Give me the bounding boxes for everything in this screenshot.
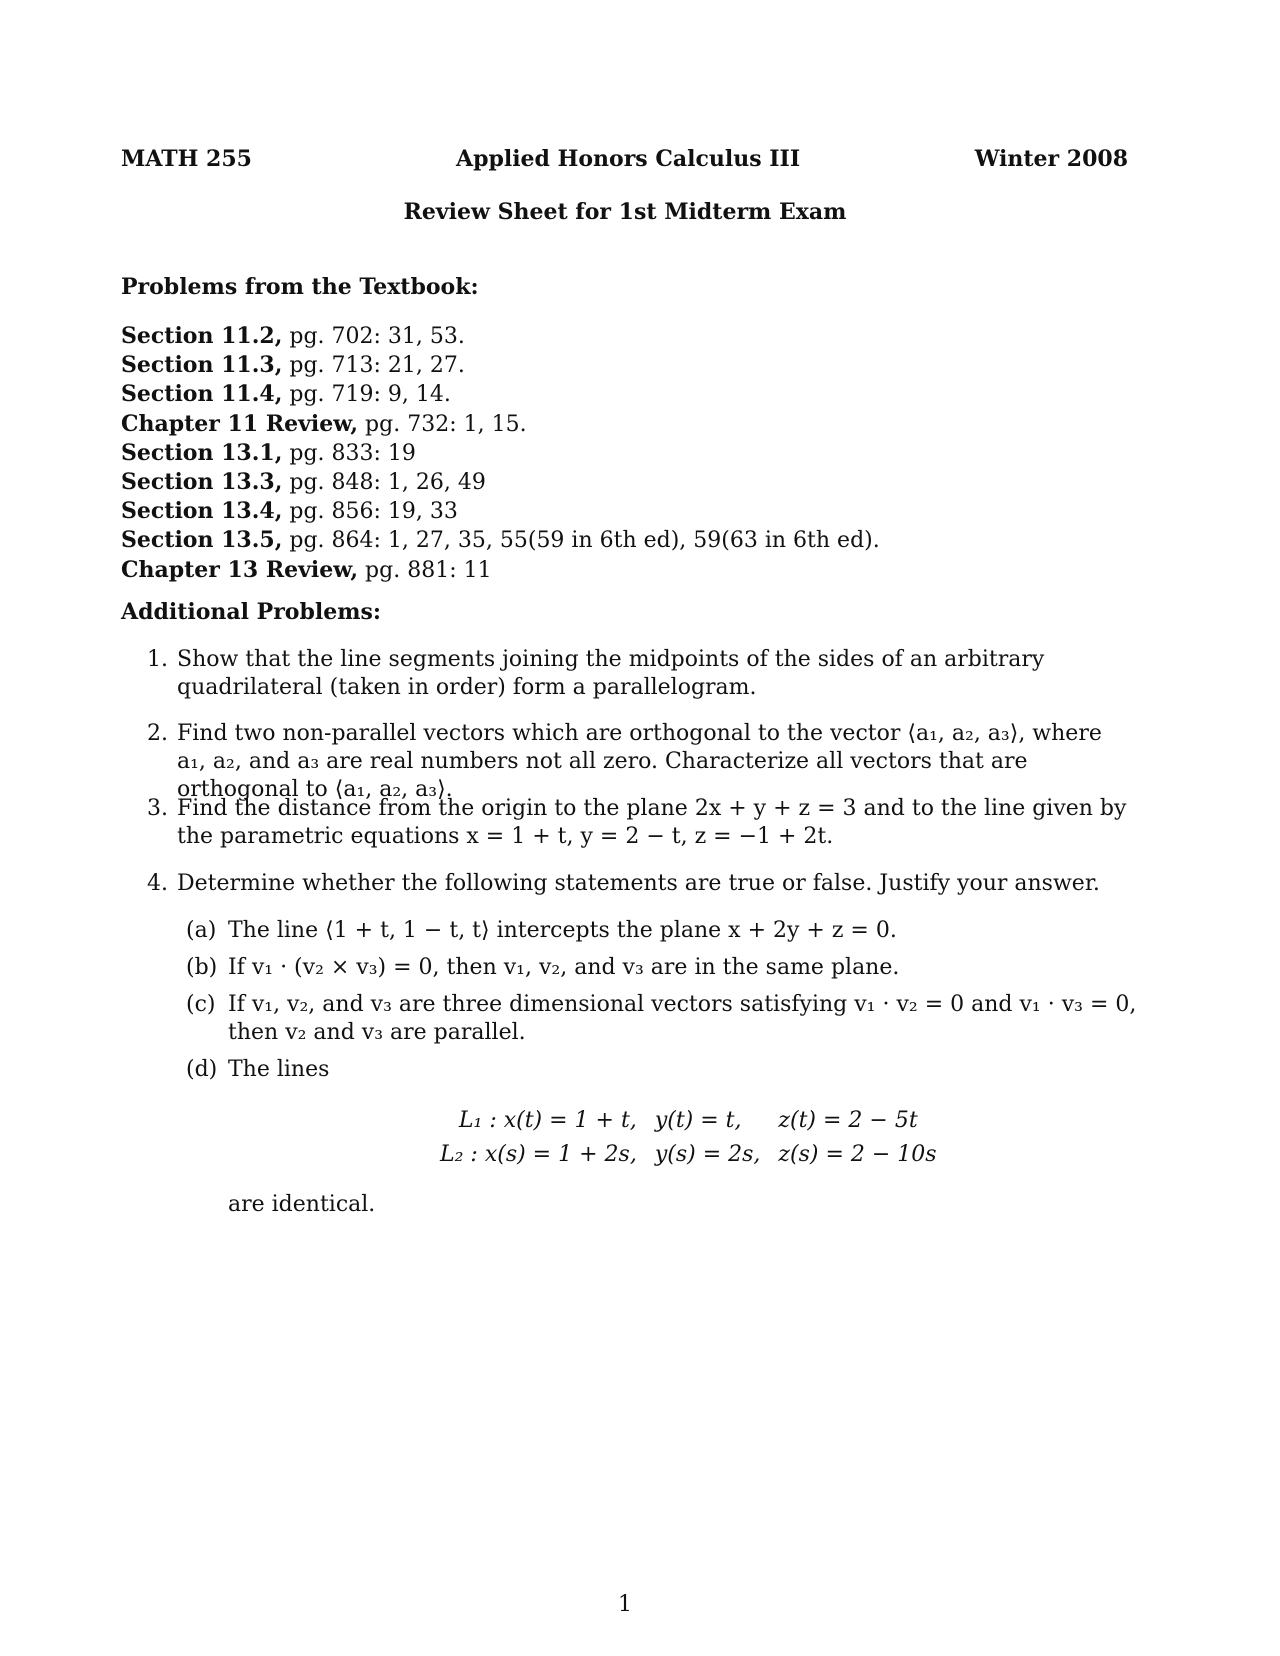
problem-number: 2. — [147, 721, 168, 746]
problem-2 — [147, 720, 1137, 804]
problem-number: 4. — [147, 871, 168, 896]
subproblem-label: (a) — [186, 918, 217, 943]
subproblem-b — [186, 954, 1146, 982]
list-item — [121, 526, 880, 555]
term: Winter 2008 — [974, 146, 1128, 172]
eq-x: L₂ : x(s) = 1 + 2s, — [440, 1142, 637, 1167]
page-problems: pg. 848: 1, 26, 49 — [282, 470, 486, 496]
eq-z: z(t) = 2 − 5t — [778, 1108, 918, 1133]
page-problems: pg. 864: 1, 27, 35, 55(59 in 6th ed), 59(63 in 6th ed). — [282, 528, 880, 554]
course-title: Applied Honors Calculus III — [456, 146, 801, 172]
list-item — [121, 380, 880, 409]
problem-1 — [147, 646, 1137, 702]
subproblem-label: (d) — [186, 1057, 218, 1082]
list-item — [121, 410, 880, 439]
problem-text: Determine whether the following statements are true or false. Justify your answer. — [177, 871, 1100, 896]
section-ref: Section 11.3, — [121, 352, 283, 379]
subproblem-label: (c) — [186, 992, 216, 1017]
subproblem-c — [186, 991, 1146, 1047]
subproblem-label: (b) — [186, 955, 218, 980]
eq-x: L₁ : x(t) = 1 + t, — [458, 1108, 637, 1133]
list-item — [121, 351, 880, 380]
page-problems: pg. 719: 9, 14. — [282, 382, 451, 408]
list-item — [121, 322, 880, 351]
course-code: MATH 255 — [121, 146, 252, 172]
textbook-heading: Problems from the Textbook: — [121, 274, 479, 300]
list-item — [121, 556, 880, 585]
eq-y: y(t) = t, — [654, 1108, 742, 1133]
list-item — [121, 497, 880, 526]
page-problems: pg. 713: 21, 27. — [282, 353, 465, 379]
line-equations — [440, 1104, 947, 1172]
eq-y: y(s) = 2s, — [654, 1142, 761, 1167]
page-problems: pg. 732: 1, 15. — [358, 411, 527, 437]
textbook-problem-list — [121, 322, 880, 585]
subproblem-text: If v₁, v₂, and v₃ are three dimensional vectors satisfying v₁ · v₂ = 0 and v₁ · v₃ = 0, then v₂ and v₃ are parallel. — [228, 992, 1137, 1045]
document-subtitle: Review Sheet for 1st Midterm Exam — [403, 199, 847, 225]
subproblem-text: The line ⟨1 + t, 1 − t, t⟩ intercepts the plane x + 2y + z = 0. — [228, 918, 897, 943]
subproblem-text: If v₁ · (v₂ × v₃) = 0, then v₁, v₂, and v₃ are in the same plane. — [228, 955, 900, 980]
section-ref: Chapter 13 Review, — [121, 556, 359, 583]
problem-3 — [147, 795, 1137, 851]
subproblem-d — [186, 1056, 1146, 1084]
section-ref: Chapter 11 Review, — [121, 410, 359, 437]
subproblem-text: The lines — [228, 1057, 330, 1082]
list-item — [121, 468, 880, 497]
additional-heading: Additional Problems: — [121, 599, 381, 625]
list-item — [121, 439, 880, 468]
problem-number: 3. — [147, 796, 168, 821]
equation-row-l2 — [440, 1138, 947, 1172]
section-ref: Section 13.3, — [121, 469, 283, 496]
problem-text: Find two non-parallel vectors which are orthogonal to the vector ⟨a₁, a₂, a₃⟩, where a₁, a₂, and a₃ are real numbers not all zero. Characterize all vectors that are orthogonal to ⟨a₁, a₂, a₃⟩. — [177, 721, 1102, 802]
subproblem-a — [186, 917, 1146, 945]
page-problems: pg. 702: 31, 53. — [282, 324, 465, 349]
page-problems: pg. 856: 19, 33 — [282, 499, 458, 525]
section-ref: Section 11.4, — [121, 381, 283, 408]
problem-4 — [147, 870, 1137, 898]
page-problems: pg. 881: 11 — [358, 557, 492, 583]
section-ref: Section 13.1, — [121, 439, 283, 466]
page-problems: pg. 833: 19 — [282, 440, 416, 466]
page-number: 1 — [618, 1592, 632, 1617]
identical-text: are identical. — [228, 1192, 376, 1217]
problem-text: Find the distance from the origin to the plane 2x + y + z = 3 and to the line given by the parametric equations x = 1 + t, y = 2 − t, z = −1 + 2t. — [177, 796, 1127, 849]
equation-row-l1 — [440, 1104, 947, 1138]
eq-z: z(s) = 2 − 10s — [778, 1142, 937, 1167]
problem-number: 1. — [147, 647, 168, 672]
section-ref: Section 13.5, — [121, 527, 283, 554]
section-ref: Section 11.2, — [121, 323, 283, 349]
section-ref: Section 13.4, — [121, 498, 283, 525]
equation-table — [440, 1104, 947, 1172]
problem-text: Show that the line segments joining the midpoints of the sides of an arbitrary quadrilateral (taken in order) form a parallelogram. — [177, 647, 1045, 700]
